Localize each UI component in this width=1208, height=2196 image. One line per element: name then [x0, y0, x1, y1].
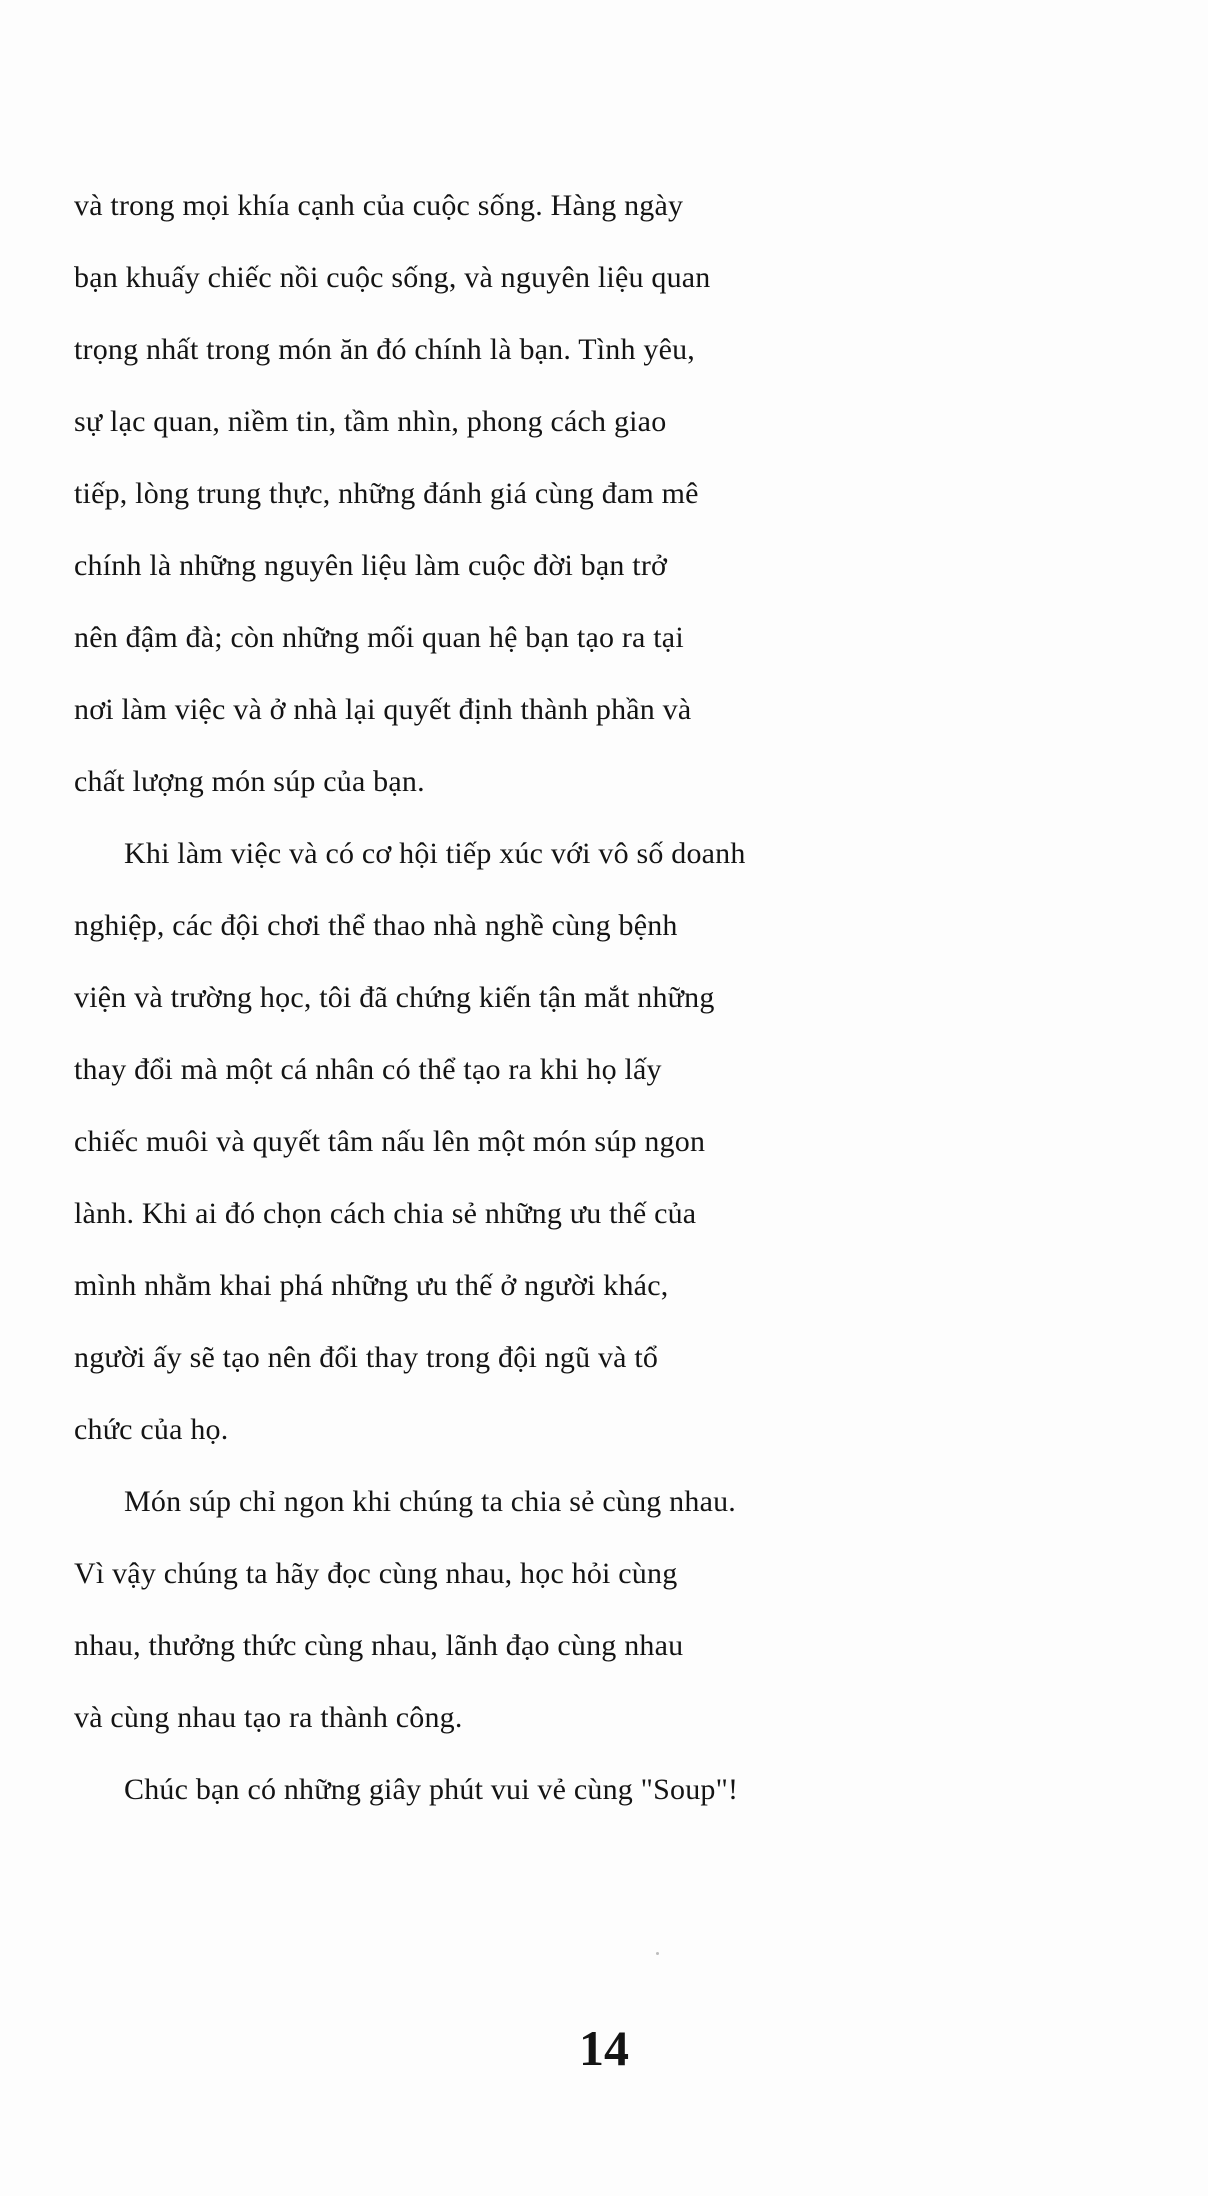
text-line: nên đậm đà; còn những mối quan hệ bạn tạo ra tại: [74, 621, 684, 654]
text-line: Vì vậy chúng ta hãy đọc cùng nhau, học hỏi cùng: [74, 1557, 678, 1590]
paragraph-start-line: Chúc bạn có những giây phút vui vẻ cùng "Soup"!: [124, 1773, 739, 1806]
text-line: viện và trường học, tôi đã chứng kiến tận mắt những: [74, 981, 715, 1014]
text-line: nơi làm việc và ở nhà lại quyết định thành phần và: [74, 693, 692, 726]
body-text: [74, 170, 1194, 1826]
text-line: chất lượng món súp của bạn.: [74, 765, 425, 798]
text-line: nghiệp, các đội chơi thể thao nhà nghề cùng bệnh: [74, 909, 678, 942]
text-line: trọng nhất trong món ăn đó chính là bạn. Tình yêu,: [74, 333, 696, 366]
text-line: mình nhằm khai phá những ưu thế ở người khác,: [74, 1269, 669, 1302]
text-line: người ấy sẽ tạo nên đổi thay trong đội ngũ và tổ: [74, 1341, 659, 1374]
paragraph-start-line: Món súp chỉ ngon khi chúng ta chia sẻ cùng nhau.: [124, 1485, 736, 1518]
text-line: chiếc muôi và quyết tâm nấu lên một món súp ngon: [74, 1125, 706, 1158]
text-line: tiếp, lòng trung thực, những đánh giá cùng đam mê: [74, 477, 699, 510]
text-line: nhau, thưởng thức cùng nhau, lãnh đạo cùng nhau: [74, 1629, 684, 1662]
text-line: lành. Khi ai đó chọn cách chia sẻ những ưu thế của: [74, 1197, 697, 1230]
text-line: sự lạc quan, niềm tin, tầm nhìn, phong cách giao: [74, 405, 667, 438]
scan-speck: [656, 1952, 659, 1955]
text-line: chức của họ.: [74, 1413, 229, 1446]
page-number: 14: [579, 2020, 629, 2076]
paragraph-start-line: Khi làm việc và có cơ hội tiếp xúc với vô số doanh: [124, 837, 746, 870]
text-line: chính là những nguyên liệu làm cuộc đời bạn trở: [74, 549, 668, 582]
text-line: bạn khuấy chiếc nồi cuộc sống, và nguyên liệu quan: [74, 261, 711, 294]
text-line: và cùng nhau tạo ra thành công.: [74, 1701, 463, 1734]
text-line: thay đổi mà một cá nhân có thể tạo ra khi họ lấy: [74, 1053, 662, 1086]
text-line: và trong mọi khía cạnh của cuộc sống. Hàng ngày: [74, 189, 684, 222]
